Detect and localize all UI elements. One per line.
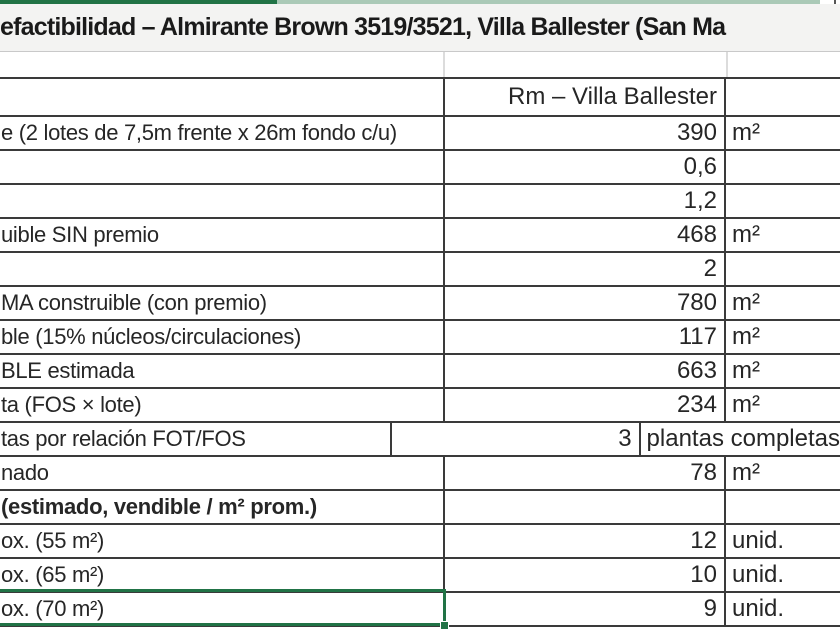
cell-label-row13[interactable]: ox. (65 m²) bbox=[0, 559, 445, 591]
cell-value-row11[interactable] bbox=[445, 491, 726, 523]
table-body bbox=[0, 117, 840, 627]
table-row bbox=[0, 355, 840, 389]
table-row bbox=[0, 525, 840, 559]
cell-value-row10[interactable]: 78 bbox=[445, 457, 726, 489]
cell-unit-row8[interactable]: m² bbox=[732, 391, 760, 418]
table-row bbox=[0, 151, 840, 185]
table-row bbox=[0, 423, 840, 457]
table-row bbox=[0, 321, 840, 355]
cell-value-row14[interactable]: 9 bbox=[445, 593, 726, 625]
cell-unit-row5[interactable]: m² bbox=[732, 289, 760, 316]
table-row bbox=[0, 389, 840, 423]
table-row bbox=[0, 253, 840, 287]
table-row bbox=[0, 219, 840, 253]
title-row bbox=[0, 4, 840, 52]
cell-value-row3[interactable]: 468 bbox=[445, 219, 726, 251]
cell-label-row4[interactable] bbox=[0, 253, 445, 285]
cell-unit-row13[interactable]: unid. bbox=[732, 561, 785, 588]
table-row bbox=[0, 593, 840, 627]
cell-label-row7[interactable]: BLE estimada bbox=[0, 355, 445, 387]
cell-value-row6[interactable]: 117 bbox=[445, 321, 726, 353]
header-value-cell[interactable]: Rm – Villa Ballester bbox=[445, 79, 726, 115]
cell-unit-row1[interactable] bbox=[726, 151, 840, 183]
cell-value-row7[interactable]: 663 bbox=[445, 355, 726, 387]
gridline-vertical bbox=[726, 52, 728, 77]
cell-value-row9[interactable]: 3 bbox=[392, 423, 640, 455]
empty-row[interactable] bbox=[0, 52, 840, 77]
table-row bbox=[0, 287, 840, 321]
table-row bbox=[0, 185, 840, 219]
cell-label-row11[interactable]: (estimado, vendible / m² prom.) bbox=[0, 491, 445, 523]
cell-label-row6[interactable]: ble (15% núcleos/circulaciones) bbox=[0, 321, 445, 353]
table-row bbox=[0, 491, 840, 525]
cell-unit-row14[interactable]: unid. bbox=[732, 595, 785, 622]
header-label-cell[interactable] bbox=[0, 79, 445, 115]
gridline-vertical bbox=[443, 52, 445, 77]
cell-label-row8[interactable]: ta (FOS × lote) bbox=[0, 389, 445, 421]
cell-label-row0[interactable]: e (2 lotes de 7,5m frente x 26m fondo c/u) bbox=[0, 117, 445, 149]
table-header-row bbox=[0, 79, 840, 117]
feasibility-table bbox=[0, 77, 840, 627]
table-row bbox=[0, 117, 840, 151]
cell-value-row1[interactable]: 0,6 bbox=[445, 151, 726, 183]
cell-value-row13[interactable]: 10 bbox=[445, 559, 726, 591]
cell-value-row2[interactable]: 1,2 bbox=[445, 185, 726, 217]
cell-value-row8[interactable]: 234 bbox=[445, 389, 726, 421]
fill-handle[interactable] bbox=[440, 621, 449, 630]
header-unit-cell[interactable] bbox=[726, 79, 840, 115]
cell-value-row5[interactable]: 780 bbox=[445, 287, 726, 319]
cell-unit-row9[interactable]: plantas completas bbox=[646, 425, 840, 452]
cell-label-row12[interactable]: ox. (55 m²) bbox=[0, 525, 445, 557]
table-row bbox=[0, 559, 840, 593]
cell-unit-row4[interactable] bbox=[726, 253, 840, 285]
cell-value-row12[interactable]: 12 bbox=[445, 525, 726, 557]
cell-unit-row3[interactable]: m² bbox=[732, 221, 760, 248]
table-row bbox=[0, 457, 840, 491]
cell-value-row4[interactable]: 2 bbox=[445, 253, 726, 285]
cell-label-row5[interactable]: MA construible (con premio) bbox=[0, 287, 445, 319]
cell-unit-row11[interactable] bbox=[726, 491, 840, 523]
cell-unit-row7[interactable]: m² bbox=[732, 357, 760, 384]
cell-label-row3[interactable]: uible SIN premio bbox=[0, 219, 445, 251]
cell-unit-row6[interactable]: m² bbox=[732, 323, 760, 350]
cell-unit-row12[interactable]: unid. bbox=[732, 527, 785, 554]
cell-value-row0[interactable]: 390 bbox=[445, 117, 726, 149]
cell-unit-row0[interactable]: m² bbox=[732, 119, 760, 146]
cell-label-row9[interactable]: tas por relación FOT/FOS bbox=[0, 423, 392, 455]
cell-label-row1[interactable] bbox=[0, 151, 445, 183]
cell-label-row14[interactable]: ox. (70 m²) bbox=[0, 593, 445, 625]
cell-label-row2[interactable] bbox=[0, 185, 445, 217]
sheet-title-cell[interactable]: efactibilidad – Almirante Brown 3519/3521, Villa Ballester (San Ma bbox=[0, 13, 726, 41]
cell-label-row10[interactable]: nado bbox=[0, 457, 445, 489]
cell-unit-row10[interactable]: m² bbox=[732, 459, 760, 486]
cell-unit-row2[interactable] bbox=[726, 185, 840, 217]
